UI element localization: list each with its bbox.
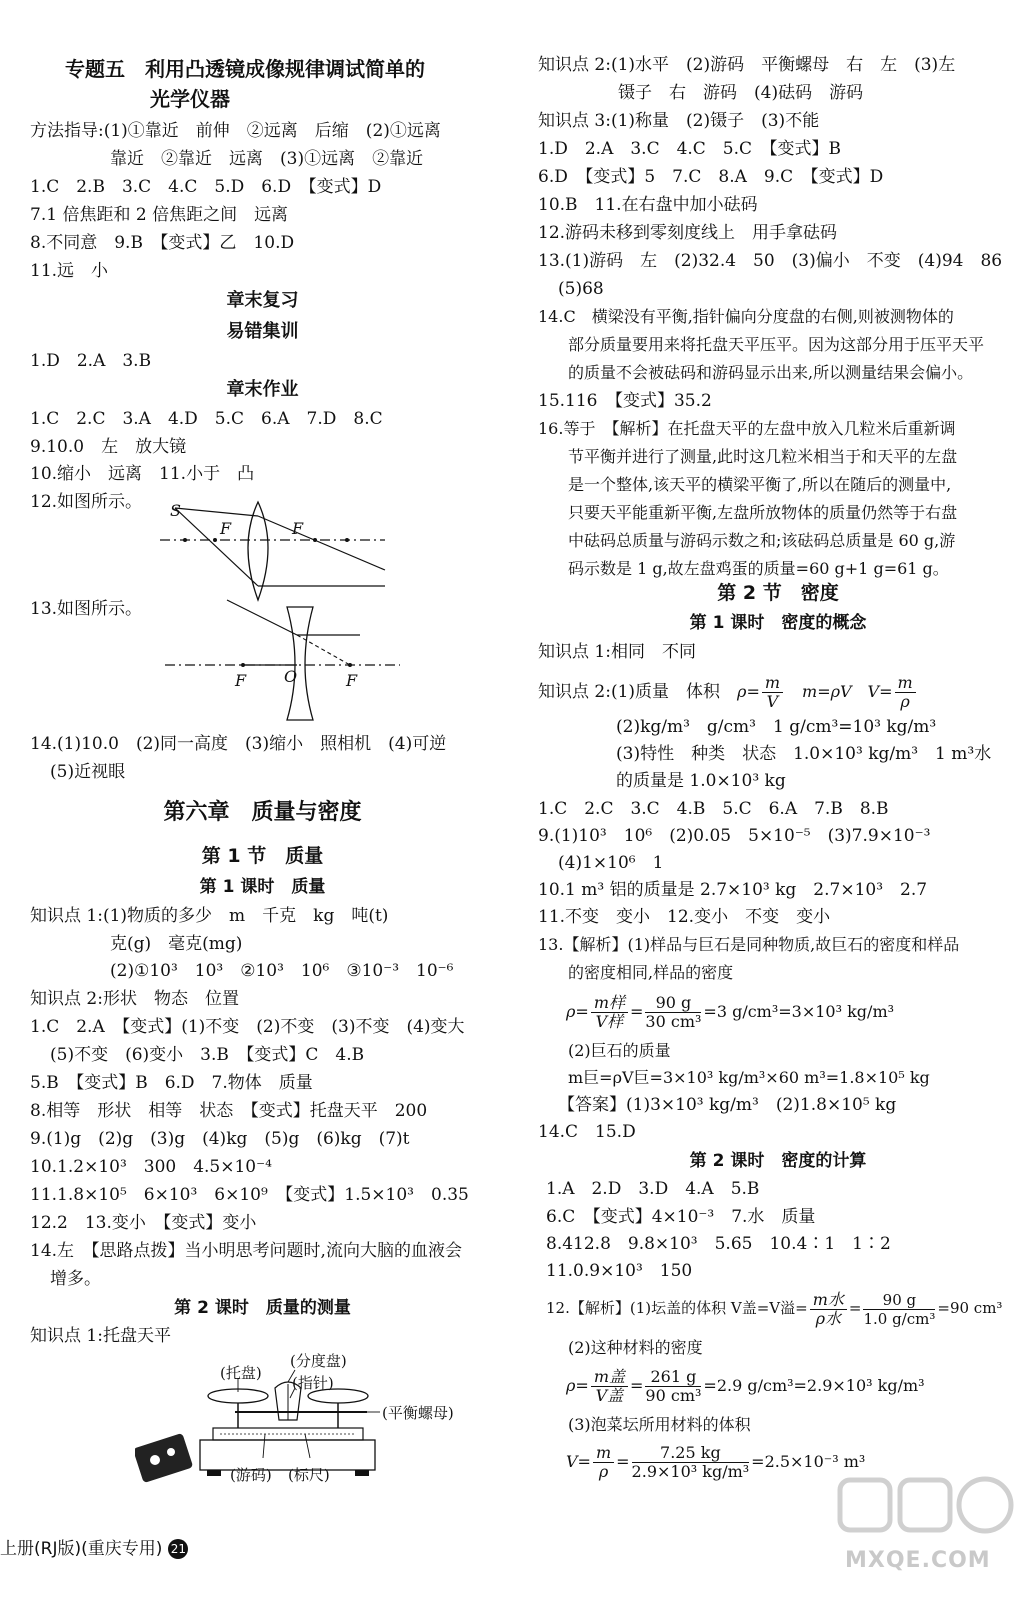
- answer-line: 11.1.8×10⁵ 6×10³ 6×10⁹ 【变式】1.5×10³ 0.35: [30, 1185, 469, 1205]
- homework-heading: 章末作业: [226, 379, 299, 400]
- knowledge-point: (2)①10³ 10³ ②10³ 10⁶ ③10⁻³ 10⁻⁶: [110, 961, 454, 981]
- material-volume-formula: V= $\frac{m}{\rho}$ = $\frac{7.25 kg}{\text{2.9×10³ kg/m³}}$ =2.5×10⁻³ m³: [566, 1443, 866, 1481]
- balance-nut-label: (平衡螺母): [382, 1404, 454, 1422]
- knowledge-point: (2)kg/m³ g/cm³ 1 g/cm³=10³ kg/m³: [616, 717, 937, 737]
- explanation-line: 的密度相同,样品的密度: [568, 963, 734, 982]
- explanation-line: 14.C 横梁没有平衡,指针偏向分度盘的右侧,则被测物体的: [538, 307, 954, 326]
- lesson-title: 第 1 课时 密度的概念: [689, 613, 867, 633]
- answer-line: 8.不同意 9.B 【变式】乙 10.D: [30, 233, 295, 253]
- answer-line: 1.D 2.A 3.C 4.C 5.C 【变式】B: [538, 139, 842, 159]
- section-title: 第 1 节 质量: [201, 845, 324, 867]
- answer-line: 9.10.0 左 放大镜: [30, 437, 187, 457]
- answer-line: 【答案】(1)3×10³ kg/m³ (2)1.8×10⁵ kg: [558, 1095, 897, 1115]
- answer-line: 8.相等 形状 相等 状态 【变式】托盘天平 200: [30, 1101, 428, 1121]
- answer-line: (5)近视眼: [50, 762, 126, 782]
- knowledge-point: 克(g) 毫克(mg): [110, 934, 243, 954]
- explanation-line: 中砝码总质量与游码示数之和;该砝码总质量是 60 g,游: [568, 531, 956, 550]
- knowledge-point: 知识点 3:(1)称量 (2)镊子 (3)不能: [538, 111, 820, 131]
- page-number: 21: [168, 1539, 188, 1559]
- answer-line: 15.116 【变式】35.2: [538, 391, 712, 411]
- topic-title-cont: 光学仪器: [150, 87, 230, 111]
- point-label-s: S: [170, 501, 181, 520]
- explanation-line: 13.【解析】(1)样品与巨石是同种物质,故巨石的密度和样品: [538, 935, 960, 954]
- chapter-title: 第六章 质量与密度: [163, 800, 362, 825]
- dial-label: (分度盘): [290, 1352, 347, 1370]
- density-formulas: [538, 672, 918, 712]
- knowledge-point: 知识点 2:形状 物态 位置: [30, 989, 239, 1009]
- answer-line: 10.1 m³ 铝的质量是 2.7×10³ kg 2.7×10³ 2.7: [538, 880, 928, 900]
- answer-line: 9.(1)g (2)g (3)g (4)kg (5)g (6)kg (7)t: [30, 1129, 410, 1149]
- knowledge-point: 知识点 2:(1)水平 (2)游码 平衡螺母 右 左 (3)左: [538, 55, 956, 75]
- answer-line: (4)1×10⁶ 1: [558, 853, 664, 873]
- focal-label: F: [235, 671, 247, 690]
- footer-text: 上册(RJ版)(重庆专用): [0, 1539, 163, 1559]
- answer-line: (5)68: [558, 279, 604, 299]
- formula-mid: m=ρV V=: [802, 682, 893, 701]
- pointer-label: (指针): [292, 1374, 334, 1392]
- answer-line: 1.C 2.B 3.C 4.C 5.D 6.D 【变式】D: [30, 177, 382, 197]
- answer-line: 8.412.8 9.8×10³ 5.65 10.4∶1 1∶2: [546, 1234, 891, 1254]
- explanation-line: (2)这种材料的密度: [568, 1338, 703, 1357]
- knowledge-point: 的质量是 1.0×10³ kg: [616, 771, 786, 791]
- answer-line: 14.C 15.D: [538, 1122, 636, 1142]
- knowledge-point: 知识点 1:托盘天平: [30, 1326, 171, 1346]
- section-title: 第 2 节 密度: [717, 582, 839, 604]
- method-line-2: 靠近 ②靠近 远离 (3)①远离 ②靠近: [110, 149, 424, 169]
- explanation-line: 是一个整体,该天平的横梁平衡了,所以在随后的测量中,: [568, 475, 952, 494]
- focal-label: F: [292, 519, 304, 538]
- answer-line: 7.1 倍焦距和 2 倍焦距之间 远离: [30, 205, 289, 225]
- explanation-line: 节平衡并进行了测量,此时这几粒米相当于和天平的左盘: [568, 447, 958, 466]
- explanation-line: (3)泡菜坛所用材料的体积: [568, 1415, 751, 1434]
- answer-line: 12.如图所示。: [30, 492, 143, 512]
- topic-title: 专题五 利用凸透镜成像规律调试简单的: [65, 57, 425, 81]
- lid-volume-formula: 12.【解析】(1)坛盖的体积 V盖=V溢= $\frac{\text{m水}}{\text{ρ水}}$ = $\frac{90 g}{\text{1.0 g/cm³}}$ =90 cm³: [546, 1289, 1003, 1328]
- answer-line: 13.如图所示。: [30, 599, 143, 619]
- answer-line: 1.C 2.C 3.A 4.D 5.C 6.A 7.D 8.C: [30, 409, 383, 429]
- explanation-line: 码示数是 1 g,故左盘鸡蛋的质量=60 g+1 g=61 g。: [568, 559, 949, 578]
- explanation-line: m巨=ρV巨=3×10³ kg/m³×60 m³=1.8×10⁵ kg: [568, 1068, 930, 1087]
- tray-label: (托盘): [220, 1364, 262, 1382]
- knowledge-point: 知识点 1:(1)物质的多少 m 千克 kg 吨(t): [30, 906, 389, 926]
- answer-line: 12.游码未移到零刻度线上 用手拿砝码: [538, 223, 838, 243]
- rider-label: (游码): [230, 1466, 272, 1484]
- answer-line: 11.不变 变小 12.变小 不变 变小: [538, 907, 831, 927]
- explanation-line: 部分质量要用来将托盘天平压平。因为这部分用于压平天平: [568, 335, 985, 354]
- answer-line: 10.B 11.在右盘中加小砝码: [538, 195, 758, 215]
- answer-line: 10.缩小 远离 11.小于 凸: [30, 464, 255, 484]
- review-heading: 章末复习: [226, 290, 299, 311]
- page-footer: [0, 1534, 188, 1559]
- answer-line: 5.B 【变式】B 6.D 7.物体 质量: [30, 1073, 313, 1093]
- explanation-line: 的质量不会被砝码和游码显示出来,所以测量结果会偏小。: [568, 363, 974, 382]
- optical-center-label: O: [284, 667, 298, 686]
- answer-line: 11.远 小: [30, 261, 109, 281]
- answer-line: 13.(1)游码 左 (2)32.4 50 (3)偏小 不变 (4)94 86: [538, 251, 1003, 271]
- answer-line: 12.2 13.变小 【变式】变小: [30, 1213, 257, 1233]
- answer-line: 9.(1)10³ 10⁶ (2)0.05 5×10⁻⁵ (3)7.9×10⁻³: [538, 826, 931, 846]
- material-density-formula: ρ= $\frac{\text{m盖}}{\text{V盖}}$ = $\frac{261 g}{\text{90 cm³}}$ =2.9 g/cm³=2.9×10³ kg/m³: [566, 1367, 925, 1405]
- answer-line: 1.C 2.A 【变式】(1)不变 (2)不变 (3)不变 (4)变大: [30, 1017, 465, 1037]
- explanation-line: (2)巨石的质量: [568, 1041, 671, 1060]
- lesson-title: 第 1 课时 质量: [199, 877, 326, 897]
- errors-heading: 易错集训: [226, 321, 299, 342]
- knowledge-point: 镊子 右 游码 (4)砝码 游码: [618, 83, 864, 103]
- knowledge-point: 知识点 1:相同 不同: [538, 642, 696, 662]
- concave-lens-diagram: [165, 595, 405, 725]
- answer-line: 1.C 2.C 3.C 4.B 5.C 6.A 7.B 8.B: [538, 799, 889, 819]
- answer-line: 增多。: [50, 1269, 101, 1289]
- knowledge-point: (3)特性 种类 状态 1.0×10³ kg/m³ 1 m³水: [616, 744, 992, 764]
- lesson-title: 第 2 课时 质量的测量: [174, 1298, 351, 1318]
- answer-line: 1.A 2.D 3.D 4.A 5.B: [546, 1179, 760, 1199]
- answer-line: 11.0.9×10³ 150: [546, 1261, 693, 1281]
- focal-label: F: [346, 671, 358, 690]
- watermark-text: MXQE.COM: [845, 1548, 991, 1573]
- focal-label: F: [220, 519, 232, 538]
- answer-line: 6.D 【变式】5 7.C 8.A 9.C 【变式】D: [538, 167, 884, 187]
- explanation-line: 16.等于 【解析】在托盘天平的左盘中放入几粒米后重新调: [538, 419, 956, 438]
- method-line-1: 方法指导:(1)①靠近 前伸 ②远离 后缩 (2)①远离: [30, 121, 441, 141]
- formula-rho: ρ=: [737, 682, 760, 701]
- fraction: $\frac{m}{\rho}$: [895, 674, 916, 711]
- sample-density-formula: ρ= $\frac{\text{m样}}{\text{V样}}$ = $\frac{90 g}{\text{30 cm³}}$ =3 g/cm³=3×10³ kg/m³: [566, 993, 895, 1031]
- lesson-title: 第 2 课时 密度的计算: [689, 1151, 867, 1171]
- balance-illustration: [135, 1348, 415, 1483]
- scale-label: (标尺): [288, 1466, 330, 1484]
- answer-line: 1.D 2.A 3.B: [30, 351, 152, 371]
- answer-line: 14.左 【思路点拨】当小明思考问题时,流向大脑的血液会: [30, 1241, 462, 1261]
- answer-line: 14.(1)10.0 (2)同一高度 (3)缩小 照相机 (4)可逆: [30, 734, 447, 754]
- answer-line: 10.1.2×10³ 300 4.5×10⁻⁴: [30, 1157, 272, 1177]
- formula-prefix: 知识点 2:(1)质量 体积: [538, 682, 721, 702]
- fraction: $\frac{m}{V}$: [762, 674, 783, 711]
- explanation-line: 只要天平能重新平衡,左盘所放物体的质量仍然等于右盘: [568, 503, 958, 522]
- answer-line: 6.C 【变式】4×10⁻³ 7.水 质量: [546, 1207, 816, 1227]
- answer-line: (5)不变 (6)变小 3.B 【变式】C 4.B: [50, 1045, 365, 1065]
